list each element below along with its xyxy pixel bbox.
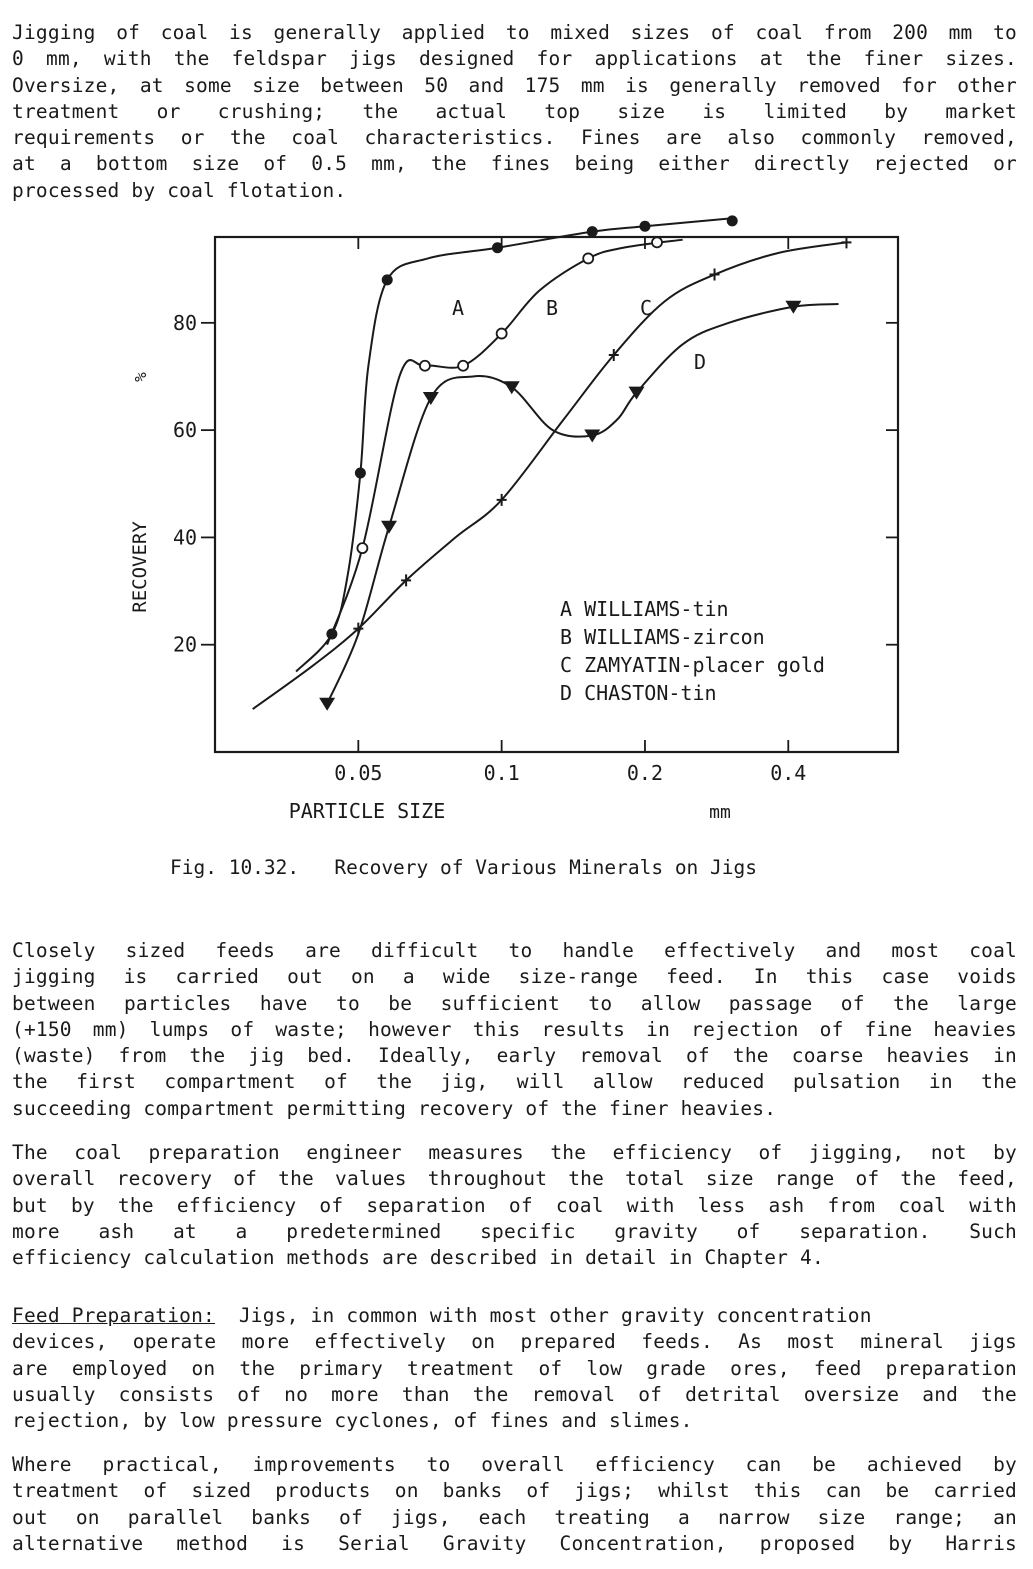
text-line: overall recovery of the values throughout the total size range of the feed, <box>12 1167 1017 1191</box>
data-point-D <box>319 698 335 711</box>
paragraph-feed-preparation <box>12 1303 1017 1434</box>
data-point-A <box>355 468 366 479</box>
text-line: devices, operate more effectively on prepared feeds. As most mineral jigs <box>12 1330 1017 1354</box>
text-line: requirements or the coal characteristics. Fines are also commonly removed, <box>12 126 1017 150</box>
figure-caption: Fig. 10.32. Recovery of Various Minerals on Jigs <box>170 856 757 879</box>
text-line: more ash at a predetermined specific gravity of separation. Such <box>12 1219 1017 1243</box>
curve-label-D: D <box>693 350 707 374</box>
text-line: treatment or crushing; the actual top size is limited by market <box>12 99 1017 123</box>
data-point-C <box>710 269 720 281</box>
text-line: between particles have to be sufficient to allow passage of the large <box>12 991 1017 1015</box>
data-point-B <box>652 237 662 247</box>
data-point-B <box>497 329 507 339</box>
text-line: Oversize, at some size between 50 and 175 mm is generally removed for other <box>12 73 1017 97</box>
y-tick-label: 40 <box>172 525 198 550</box>
paragraph-serial-concentration <box>12 1452 1017 1557</box>
x-axis-unit: mm <box>709 802 731 823</box>
x-axis-label: PARTICLE SIZE <box>288 799 446 823</box>
text-line: jigging is carried out on a wide size-range feed. In this case voids <box>12 965 1017 989</box>
text-line: out on parallel banks of jigs, each treating a narrow size range; an <box>12 1505 1017 1529</box>
text-line: treatment of sized products on banks of jigs; whilst this can be carried <box>12 1479 1017 1503</box>
y-axis-unit: % <box>131 372 150 382</box>
y-tick-label: 20 <box>172 632 198 657</box>
data-point-B <box>583 253 593 263</box>
text-line: efficiency calculation methods are described in detail in Chapter 4. <box>12 1246 824 1270</box>
y-tick-label: 60 <box>172 418 198 443</box>
data-point-A <box>639 221 650 232</box>
data-point-B <box>420 361 430 371</box>
paragraph-efficiency <box>12 1140 1017 1271</box>
text-line-rest: Jigs, in common with most other gravity concentration <box>214 1304 872 1327</box>
text-line: succeeding compartment permitting recovery of the finer heavies. <box>12 1096 777 1120</box>
data-point-A <box>727 215 738 226</box>
legend-entry: B WILLIAMS-zircon <box>560 625 765 649</box>
text-line <box>12 1303 1017 1329</box>
legend-entry: A WILLIAMS-tin <box>560 597 729 621</box>
text-line: (+150 mm) lumps of waste; however this results in rejection of fine heavies <box>12 1017 1017 1041</box>
text-line: but by the efficiency of separation of coal with less ash from coal with <box>12 1193 1017 1217</box>
x-tick-label: 0.4 <box>770 761 807 785</box>
text-line: usually consists of no more than the removal of detrital oversize and the <box>12 1382 1017 1406</box>
legend-entry: C ZAMYATIN-placer gold <box>560 653 825 677</box>
y-tick-label: 80 <box>172 310 198 335</box>
data-point-B <box>357 543 367 553</box>
text-line: rejection, by low pressure cyclones, of fines and slimes. <box>12 1409 693 1433</box>
data-point-A <box>492 242 503 253</box>
curve-label-A: A <box>451 296 465 320</box>
text-line: the first compartment of the jig, will allow reduced pulsation in the <box>12 1070 1017 1094</box>
curve-label-C: C <box>639 296 653 320</box>
data-point-A <box>587 226 598 237</box>
text-line: The coal preparation engineer measures the efficiency of jigging, not by <box>12 1141 1017 1164</box>
data-point-C <box>841 236 851 248</box>
data-point-D <box>629 387 645 400</box>
text-line: are employed on the primary treatment of low grade ores, feed preparation <box>12 1356 1017 1380</box>
text-line: processed by coal flotation. <box>12 178 347 202</box>
legend-entry: D CHASTON-tin <box>560 681 717 705</box>
x-tick-label: 0.2 <box>626 761 664 785</box>
data-point-A <box>382 274 393 285</box>
text-line: Closely sized feeds are difficult to handle effectively and most coal <box>12 939 1017 962</box>
data-point-D <box>423 392 439 405</box>
curve-label-B: B <box>545 296 559 320</box>
paragraph-sized-feeds <box>12 938 1017 1122</box>
y-axis-label: RECOVERY <box>129 521 151 613</box>
text-line: (waste) from the jig bed. Ideally, early removal of the coarse heavies in <box>12 1044 1017 1068</box>
chart-svg <box>120 225 910 865</box>
paragraph-intro <box>12 20 1017 204</box>
x-tick-label: 0.05 <box>334 761 383 785</box>
section-heading: Feed Preparation: <box>12 1304 215 1327</box>
text-line: Jigging of coal is generally applied to mixed sizes of coal from 200 mm to <box>12 21 1017 44</box>
data-point-D <box>381 521 397 534</box>
text-line: Where practical, improvements to overall efficiency can be achieved by <box>12 1453 1017 1476</box>
data-point-B <box>458 361 468 371</box>
text-line: 0 mm, with the feldspar jigs designed for applications at the finer sizes. <box>12 47 1017 71</box>
figure-recovery-chart <box>120 225 910 865</box>
text-line: alternative method is Serial Gravity Concentration, proposed by Harris <box>12 1531 1017 1555</box>
text-line: at a bottom size of 0.5 mm, the fines being either directly rejected or <box>12 152 1017 176</box>
x-tick-label: 0.1 <box>483 761 520 785</box>
